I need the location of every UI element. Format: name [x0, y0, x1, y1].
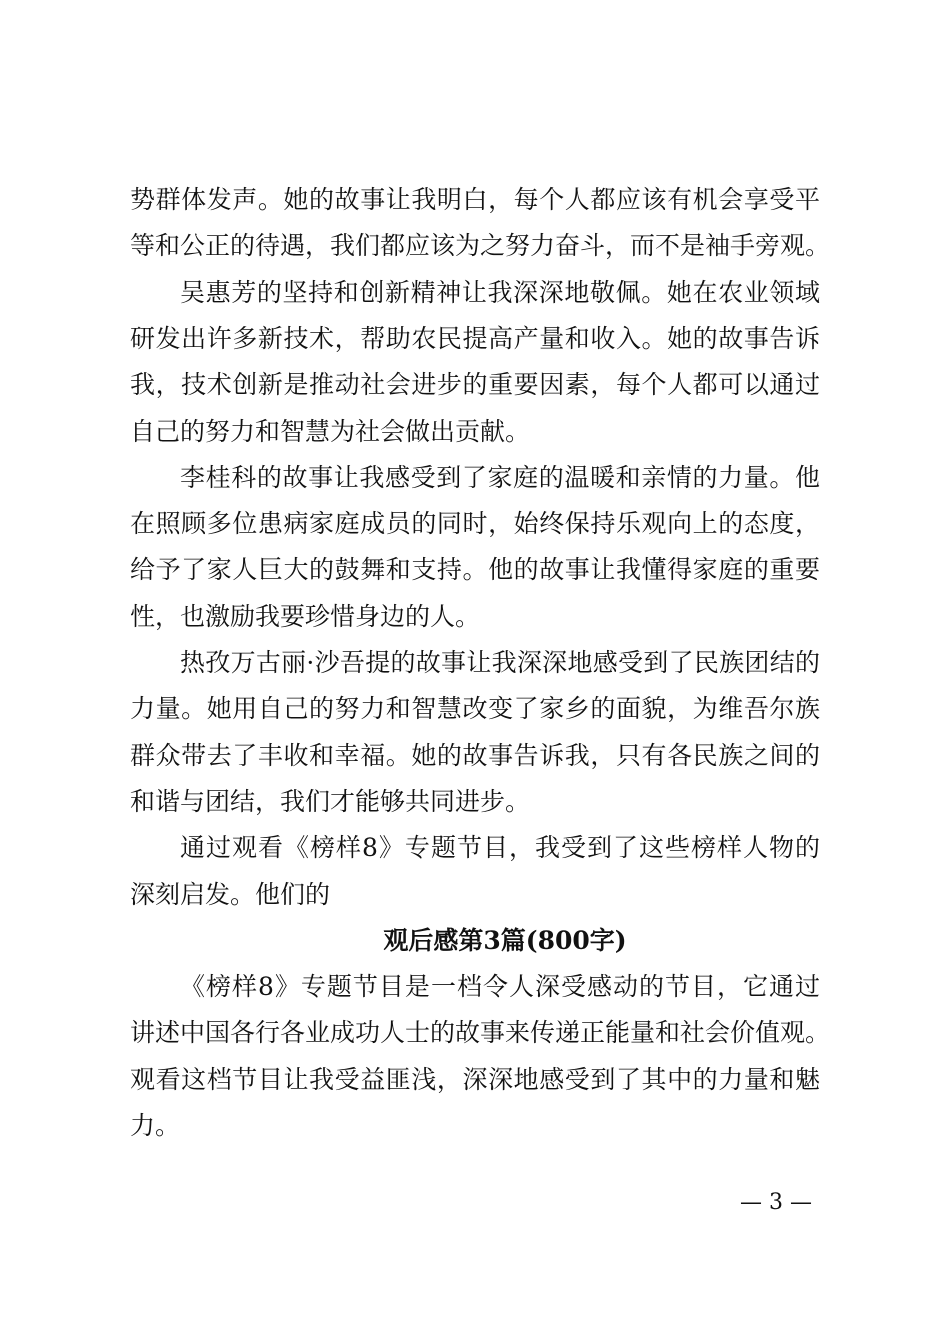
text-line: 讲述中国各行各业成功人士的故事来传递正能量和社会价值观。 [130, 1018, 831, 1048]
text-line: 吴惠芳的坚持和创新精神让我深深地敬佩。她在农业领域 [180, 277, 820, 307]
text-line: 观看这档节目让我受益匪浅，深深地感受到了其中的力量和魅 [130, 1064, 820, 1094]
text-line: 通过观看《榜样8》专题节目，我受到了这些榜样人物的 [180, 833, 820, 863]
text-line: 等和公正的待遇，我们都应该为之努力奋斗，而不是袖手旁观。 [130, 231, 831, 261]
text-line: 我，技术创新是推动社会进步的重要因素，每个人都可以通过 [130, 370, 820, 400]
page-number: — 3 — [740, 1190, 812, 1215]
text-line: 《榜样8》专题节目是一档令人深受感动的节目，它通过 [180, 972, 820, 1002]
text-line: 李桂科的故事让我感受到了家庭的温暖和亲情的力量。他 [180, 462, 820, 492]
text-line: 深刻启发。他们的 [130, 879, 331, 909]
text-line: 性，也激励我要珍惜身边的人。 [130, 601, 481, 631]
text-line: 自己的努力和智慧为社会做出贡献。 [130, 416, 531, 446]
text-line: 力。 [130, 1111, 181, 1140]
text-line: 和谐与团结，我们才能够共同进步。 [130, 786, 531, 816]
section-title: 观后感第3篇(800字) [383, 925, 627, 955]
text-line: 研发出许多新技术，帮助农民提高产量和收入。她的故事告诉 [130, 323, 820, 353]
text-line: 势群体发声。她的故事让我明白，每个人都应该有机会享受平 [130, 185, 820, 214]
text-line: 力量。她用自己的努力和智慧改变了家乡的面貌，为维吾尔族 [130, 694, 820, 724]
text-line: 热孜万古丽·沙吾提的故事让我深深地感受到了民族团结的 [180, 648, 820, 677]
text-line: 在照顾多位患病家庭成员的同时，始终保持乐观向上的态度， [130, 509, 820, 539]
text-line: 群众带去了丰收和幸福。她的故事告诉我，只有各民族之间的 [130, 740, 820, 770]
text-line: 给予了家人巨大的鼓舞和支持。他的故事让我懂得家庭的重要 [130, 555, 820, 585]
